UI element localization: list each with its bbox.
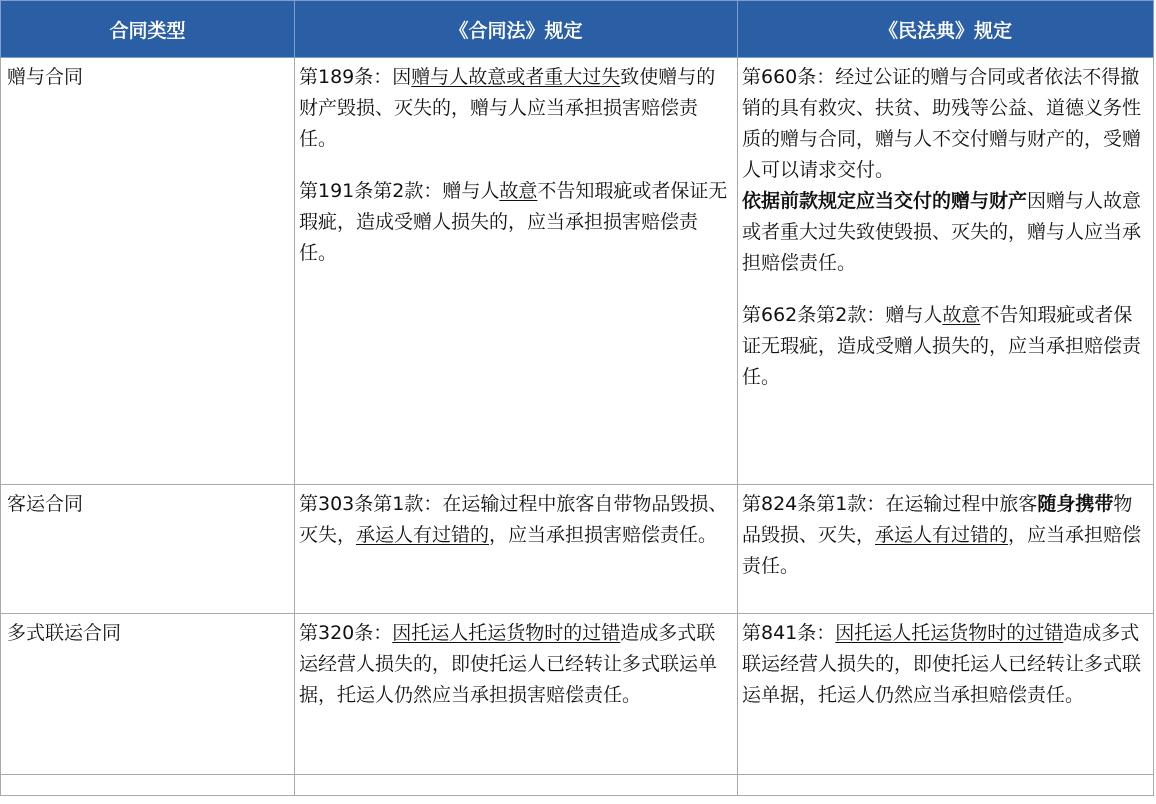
empty-cell: [295, 775, 738, 796]
contract-law-cell: [295, 614, 738, 775]
clause-paragraph: [299, 618, 734, 711]
clause-text: 不告知瑕疵或者保证无瑕疵，造成受赠人损失的，应当承担损害赔偿责任。: [299, 180, 728, 264]
contract-type-cell: 多式联运合同: [1, 614, 295, 775]
civil-code-cell: [738, 58, 1154, 485]
clause-text: 第662条第2款：赠与人: [742, 304, 943, 326]
clause-text: 物品毁损、灭失，: [742, 493, 1133, 546]
clause-text: 造成多式联运经营人损失的，即使托运人已经转让多式联运单据，托运人仍然应当承担损害赔偿责任。: [299, 622, 718, 706]
clause-text: ，应当承担赔偿责任。: [742, 524, 1142, 577]
clause-text: 不告知瑕疵或者保证无瑕疵，造成受赠人损失的，应当承担赔偿责任。: [742, 304, 1142, 388]
header-row: [1, 1, 1154, 58]
emphasis-underlined-text: 承运人有过错的: [875, 524, 1009, 546]
header-contract-type: 合同类型: [1, 1, 295, 58]
emphasis-underlined-text: 赠与人故意或者重大过失: [411, 66, 621, 88]
clause-text: 第660条：经过公证的赠与合同或者依法不得撤销的具有救灾、扶贫、助残等公益、道德义务性质的赠与合同，赠与人不交付赠与财产的，受赠人可以请求交付。: [742, 66, 1142, 181]
clause-paragraph: [299, 489, 734, 551]
emphasis-underlined-text: 因托运人托运货物时的过错: [392, 622, 621, 644]
clause-text: 因赠与人故意或者重大过失致使毁损、灭失的，赠与人应当承担赔偿责任。: [742, 190, 1142, 274]
table-row-empty: [1, 775, 1154, 796]
civil-code-cell: [738, 614, 1154, 775]
emphasis-bold-text: 依据前款规定应当交付的赠与财产: [742, 190, 1028, 212]
clause-paragraph: [742, 489, 1150, 582]
clause-text: 第191条第2款：赠与人: [299, 180, 500, 202]
table-row-multimodal: [1, 614, 1154, 775]
clause-paragraph: [742, 62, 1150, 279]
clause-text: 第189条：因: [299, 66, 412, 88]
clause-text: 致使赠与的财产毁损、灭失的，赠与人应当承担损害赔偿责任。: [299, 66, 716, 150]
clause-paragraph: [299, 62, 734, 155]
clause-text: 第841条：: [742, 622, 836, 644]
emphasis-underlined-text: 故意: [942, 304, 981, 326]
emphasis-underlined-text: 承运人有过错的: [356, 524, 490, 546]
clause-paragraph: [742, 618, 1150, 711]
emphasis-underlined-text: 因托运人托运货物时的过错: [835, 622, 1064, 644]
clause-text: 造成多式联运经营人损失的，即使托运人已经转让多式联运单据，托运人仍然应当承担赔偿责任。: [742, 622, 1142, 706]
contract-law-cell: [295, 485, 738, 614]
contract-type-cell: 客运合同: [1, 485, 295, 614]
emphasis-bold-text: 随身携带: [1037, 493, 1114, 515]
clause-paragraph: [299, 176, 734, 269]
header-contract-law: 《合同法》规定: [295, 1, 738, 58]
empty-cell: [738, 775, 1154, 796]
emphasis-underlined-text: 故意: [499, 180, 538, 202]
header-civil-code: 《民法典》规定: [738, 1, 1154, 58]
clause-text: 第320条：: [299, 622, 393, 644]
contract-law-cell: [295, 58, 738, 485]
table-row-gift: [1, 58, 1154, 485]
contract-type-cell: 赠与合同: [1, 58, 295, 485]
table-row-passenger: [1, 485, 1154, 614]
clause-text: ，应当承担损害赔偿责任。: [489, 524, 718, 546]
civil-code-cell: [738, 485, 1154, 614]
clause-paragraph: [742, 300, 1150, 393]
clause-text: 第303条第1款：在运输过程中旅客自带物品毁损、灭失，: [299, 493, 728, 546]
clause-text: 第824条第1款：在运输过程中旅客: [742, 493, 1038, 515]
empty-cell: [1, 775, 295, 796]
